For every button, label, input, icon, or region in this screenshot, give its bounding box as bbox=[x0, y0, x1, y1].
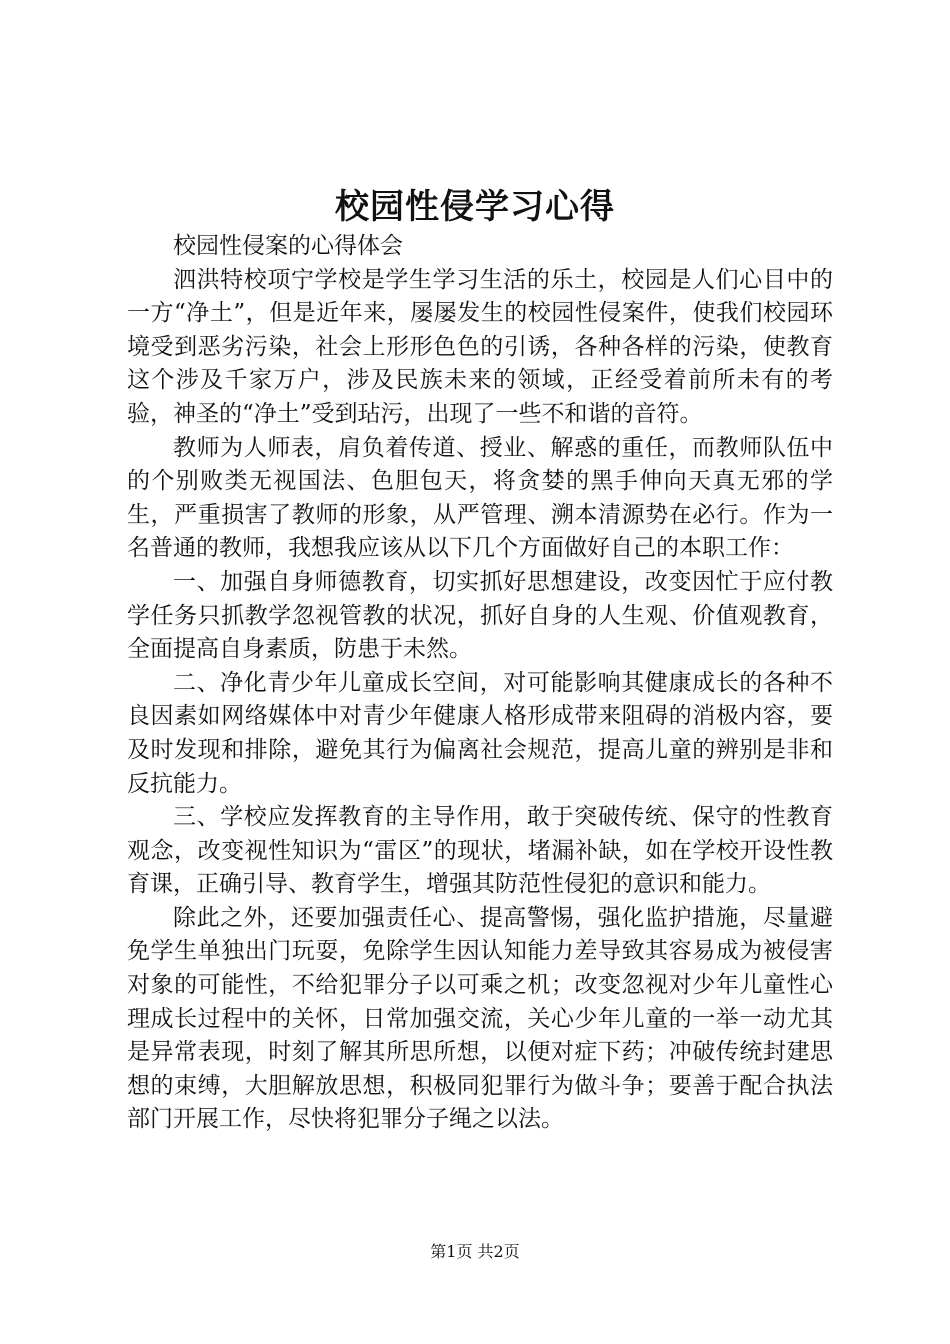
body-paragraph-teacher-role: 教师为人师表，肩负着传道、授业、解惑的重任，而教师队伍中的个别败类无视国法、色胆包天，将贪婪的黑手伸向天真无邪的学生，严重损害了教师的形象，从严管理、溯本清源势在必行。作为一名普通的教师，我想我应该从以下几个方面做好自己的本职工作： bbox=[127, 434, 833, 562]
body-paragraph-point-one: 一、加强自身师德教育，切实抓好思想建设，改变因忙于应付教学任务只抓教学忽视管教的状况，抓好自身的人生观、价值观教育，全面提高自身素质，防患于未然。 bbox=[127, 568, 833, 663]
body-paragraph-intro: 泗洪特校项宁学校是学生学习生活的乐土，校园是人们心目中的一方“净土”，但是近年来，屡屡发生的校园性侵案件，使我们校园环境受到恶劣污染，社会上形形色色的引诱，各种各样的污染，使教育这个涉及千家万户，涉及民族未来的领域，正经受着前所未有的考验，神圣的“净土”受到玷污，出现了一些不和谐的音符。 bbox=[127, 266, 833, 427]
body-paragraph-point-two: 二、净化青少年儿童成长空间，对可能影响其健康成长的各种不良因素如网络媒体中对青少年健康人格形成带来阻碍的消极内容，要及时发现和排除，避免其行为偏离社会规范，提高儿童的辨别是非和反抗能力。 bbox=[127, 669, 833, 797]
document-body bbox=[127, 230, 833, 1137]
subtitle-paragraph: 校园性侵案的心得体会 bbox=[173, 233, 403, 259]
body-paragraph-conclusion: 除此之外，还要加强责任心、提高警惕，强化监护措施，尽量避免学生单独出门玩耍，免除学生因认知能力差导致其容易成为被侵害对象的可能性，不给犯罪分子以可乘之机；改变忽视对少年儿童性心理成长过程中的关怀，日常加强交流，关心少年儿童的一举一动尤其是异常表现，时刻了解其所思所想，以便对症下药；冲破传统封建思想的束缚，大胆解放思想，积极同犯罪行为做斗争；要善于配合执法部门开展工作，尽快将犯罪分子绳之以法。 bbox=[127, 904, 833, 1133]
page-number-footer: 第1页 共2页 bbox=[430, 1242, 520, 1261]
body-paragraph-point-three: 三、学校应发挥教育的主导作用，敢于突破传统、保守的性教育观念，改变视性知识为“雷区”的现状，堵漏补缺，如在学校开设性教育课，正确引导、教育学生，增强其防范性侵犯的意识和能力。 bbox=[127, 804, 833, 898]
page-title: 校园性侵学习心得 bbox=[335, 187, 615, 227]
